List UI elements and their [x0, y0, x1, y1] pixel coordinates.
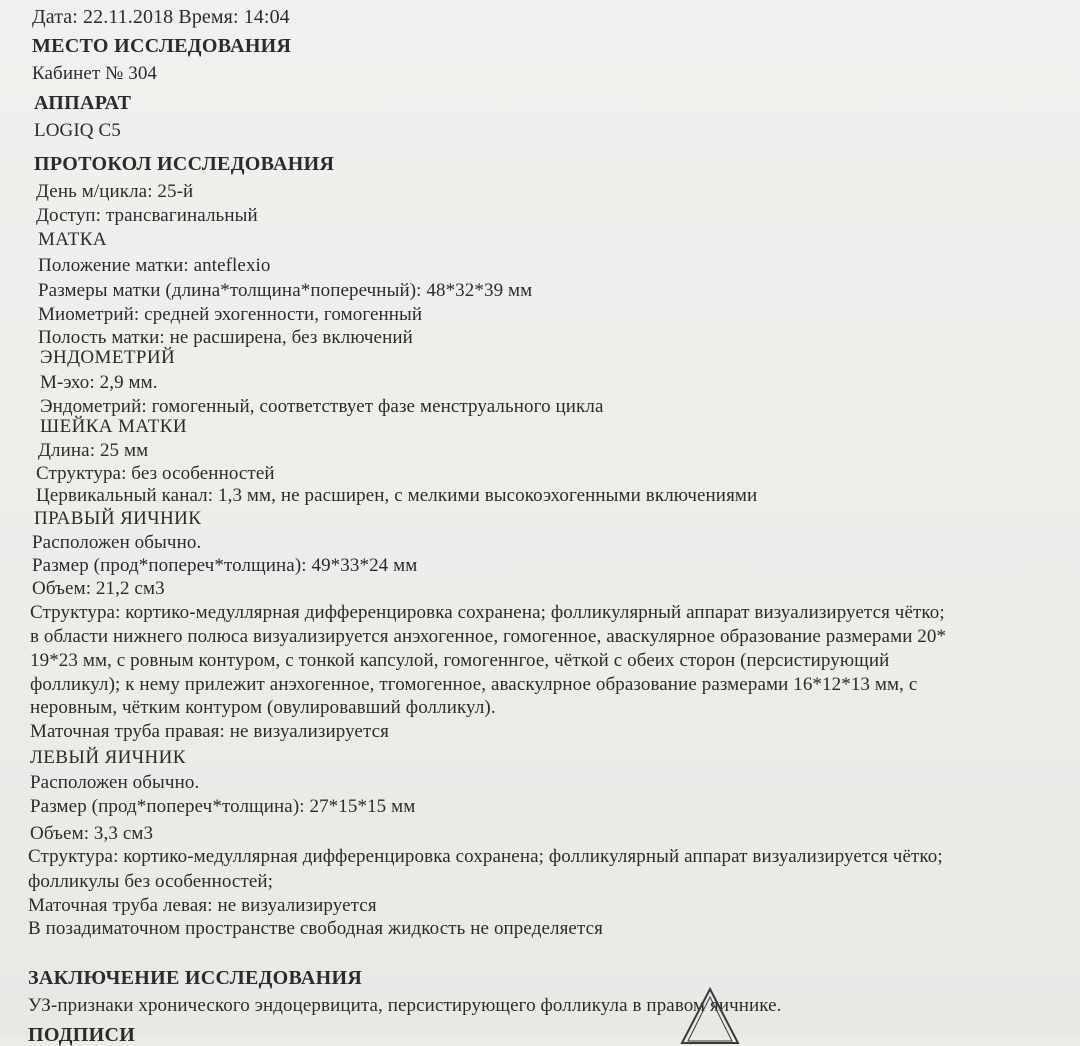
endometrium-heading: ЭНДОМЕТРИЙ — [40, 347, 176, 368]
conclusion-text: УЗ-признаки хронического эндоцервицита, персистирующего фолликула в правом яичнике. — [28, 995, 782, 1016]
m-echo-line: М-эхо: 2,9 мм. — [40, 372, 158, 393]
right-ovary-structure-line: 19*23 мм, с ровным контуром, с тонкой капсулой, гомогеннгое, чёткой с обеих сторон (персистирующий — [30, 650, 890, 671]
uterus-heading: МАТКА — [38, 229, 107, 250]
right-tube-line: Маточная труба правая: не визуализируется — [30, 721, 389, 742]
signatures-heading: ПОДПИСИ — [28, 1024, 136, 1046]
left-ovary-structure-line: фолликулы без особенностей; — [28, 871, 274, 892]
cycle-day-line: День м/цикла: 25-й — [36, 181, 194, 202]
left-ovary-structure-line: Структура: кортико-медуллярная дифференцировка сохранена; фолликулярный аппарат визуализируется чётко; — [28, 846, 943, 867]
access-line: Доступ: трансвагинальный — [36, 205, 258, 226]
place-value: Кабинет № 304 — [32, 63, 158, 84]
place-heading: МЕСТО ИССЛЕДОВАНИЯ — [32, 35, 292, 57]
endometrium-description-line: Эндометрий: гомогенный, соответствует фазе менструального цикла — [40, 396, 604, 417]
left-ovary-location-line: Расположен обычно. — [30, 772, 200, 793]
uterus-size-line: Размеры матки (длина*толщина*поперечный): 48*32*39 мм — [38, 280, 533, 301]
left-tube-line: Маточная труба левая: не визуализируется — [28, 895, 377, 916]
stamp-mark-icon — [680, 985, 740, 1045]
conclusion-heading: ЗАКЛЮЧЕНИЕ ИССЛЕДОВАНИЯ — [28, 967, 363, 989]
left-ovary-heading: ЛЕВЫЙ ЯИЧНИК — [30, 747, 186, 768]
device-heading: АППАРАТ — [34, 92, 132, 114]
right-ovary-volume-line: Объем: 21,2 см3 — [32, 578, 165, 599]
cervical-canal-line: Цервикальный канал: 1,3 мм, не расширен, с мелкими высокоэхогенными включениями — [36, 485, 758, 506]
date-time-line: Дата: 22.11.2018 Время: 14:04 — [32, 6, 290, 28]
right-ovary-structure-line: фолликул); к нему прилежит анэхогенное, тгомогенное, аваскулрное образование размерами 16*12*13 мм, с — [30, 674, 918, 695]
cervix-structure-line: Структура: без особенностей — [36, 463, 275, 484]
myometrium-line: Миометрий: средней эхогенности, гомогенный — [38, 304, 423, 325]
protocol-heading: ПРОТОКОЛ ИССЛЕДОВАНИЯ — [34, 153, 335, 175]
right-ovary-size-line: Размер (прод*попереч*толщина): 49*33*24 мм — [32, 555, 418, 576]
left-ovary-volume-line: Объем: 3,3 см3 — [30, 823, 154, 844]
free-fluid-line: В позадиматочном пространстве свободная жидкость не определяется — [28, 918, 603, 939]
right-ovary-location-line: Расположен обычно. — [32, 532, 202, 553]
right-ovary-structure-line: в области нижнего полюса визуализируется анэхогенное, гомогенное, аваскулярное образование размерами 20* — [30, 626, 947, 647]
cervix-heading: ШЕЙКА МАТКИ — [40, 416, 187, 437]
uterus-position-line: Положение матки: anteflexio — [38, 255, 271, 276]
cervix-length-line: Длина: 25 мм — [38, 440, 149, 461]
left-ovary-size-line: Размер (прод*попереч*толщина): 27*15*15 мм — [30, 796, 416, 817]
right-ovary-structure-line: Структура: кортико-медуллярная дифференцировка сохранена; фолликулярный аппарат визуализируется чётко; — [30, 602, 945, 623]
device-value: LOGIQ C5 — [34, 120, 121, 141]
right-ovary-structure-line: неровным, чётким контуром (овулировавший фолликул). — [30, 697, 496, 718]
right-ovary-heading: ПРАВЫЙ ЯИЧНИК — [34, 508, 202, 529]
uterus-cavity-line: Полость матки: не расширена, без включений — [38, 327, 413, 348]
